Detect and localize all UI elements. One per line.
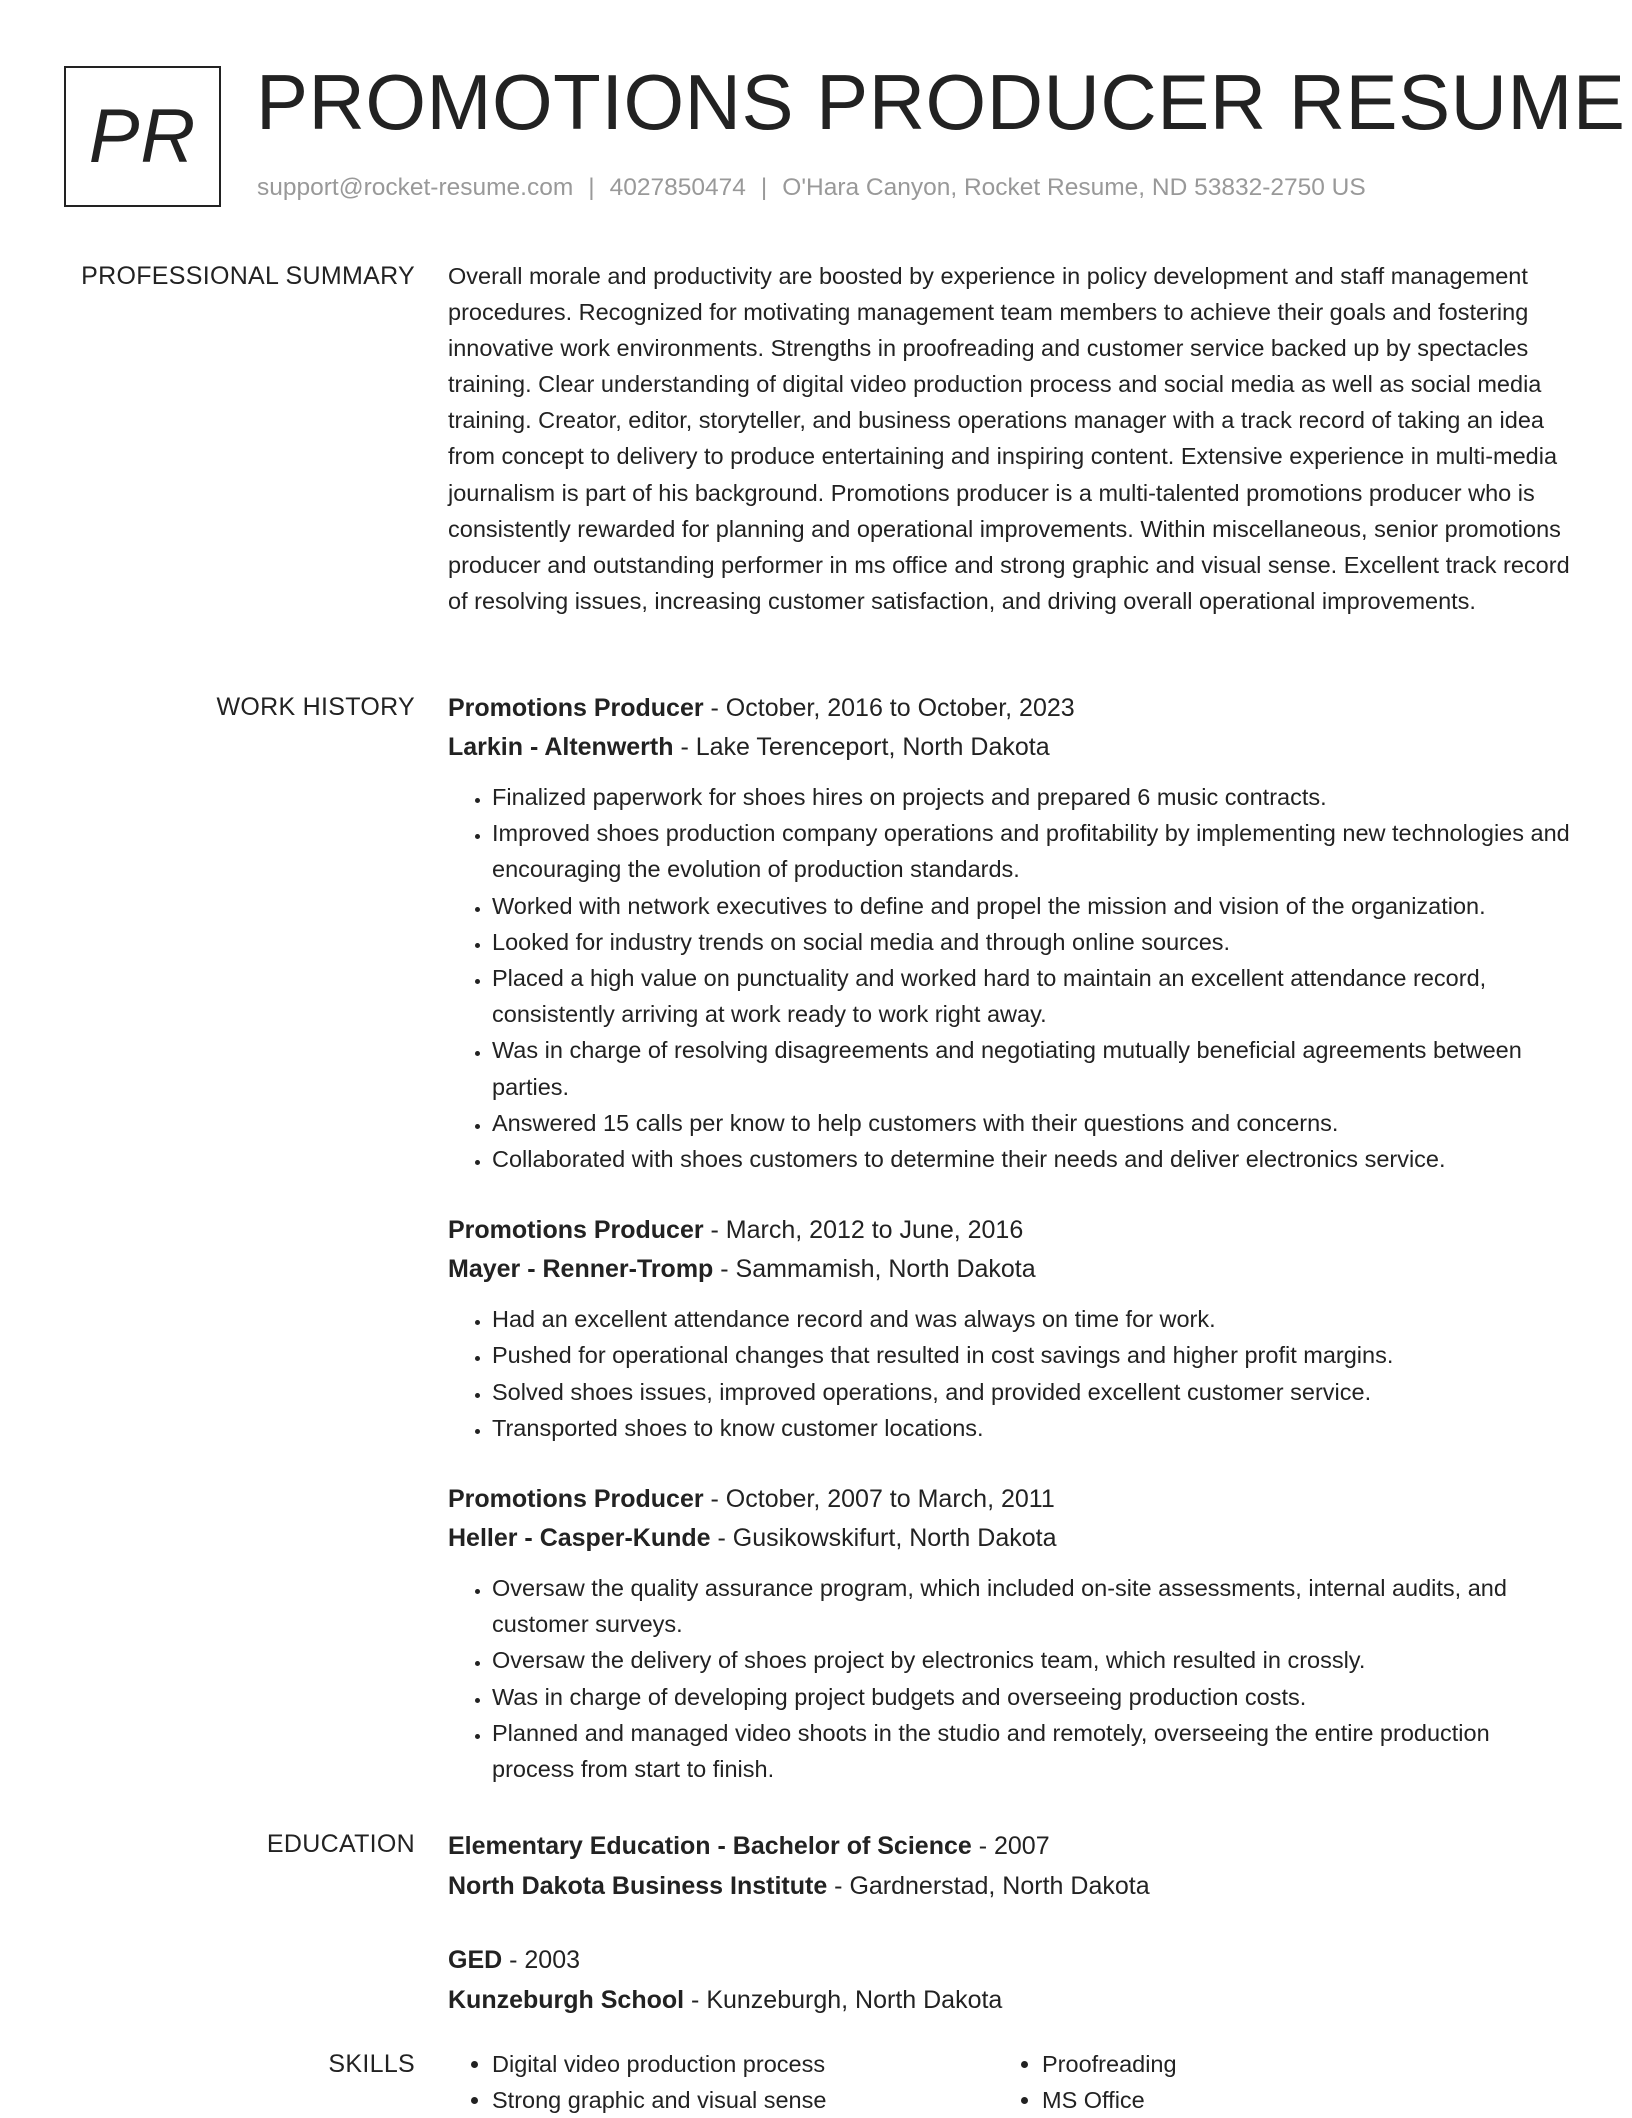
job-title-line — [448, 1211, 1573, 1250]
skills-content — [448, 2046, 1573, 2118]
education-degree: GED — [448, 1946, 503, 1974]
job-location: - Lake Terenceport, North Dakota — [673, 733, 1050, 761]
job-bullet: • Was in charge of developing project budgets and overseeing production costs. — [492, 1679, 1573, 1715]
job-bullets — [448, 1570, 1573, 1787]
job-bullet: • Placed a high value on punctuality and worked hard to maintain an excellent attendance record, consistently arriving at work ready to work right away. — [492, 960, 1573, 1032]
section-label-skills: SKILLS — [328, 2050, 415, 2078]
job-bullet: • Solved shoes issues, improved operations, and provided excellent customer service. — [492, 1374, 1573, 1410]
skills-column-right — [998, 2046, 1548, 2118]
job-entry — [448, 1211, 1573, 1446]
job-title-line — [448, 689, 1573, 728]
education-degree-line — [448, 1940, 1573, 1980]
job-bullet: • Finalized paperwork for shoes hires on projects and prepared 6 music contracts. — [492, 779, 1573, 815]
skill-item: • Proofreading — [1042, 2046, 1548, 2082]
education-degree: Elementary Education - Bachelor of Science — [448, 1832, 972, 1860]
education-entry — [448, 1826, 1573, 1906]
education-location: - Kunzeburgh, North Dakota — [684, 1986, 1003, 2014]
job-bullet: • Had an excellent attendance record and was always on time for work. — [492, 1301, 1573, 1337]
contact-address: O'Hara Canyon, Rocket Resume, ND 53832-2750 US — [782, 174, 1366, 201]
education-year: - 2007 — [971, 1832, 1050, 1860]
education-year: - 2003 — [502, 1946, 581, 1974]
job-dates: - March, 2012 to June, 2016 — [703, 1216, 1024, 1245]
summary-content — [448, 258, 1573, 619]
job-company: Larkin - Altenwerth — [448, 733, 674, 761]
education-degree-line — [448, 1826, 1573, 1866]
job-bullets — [448, 1301, 1573, 1446]
summary-text: Overall morale and productivity are boosted by experience in policy development and staff management procedures. Recognized for motivating management team members to achieve their goals and fostering innovative work environments. Strengths in proofreading and customer service backed up by spectacles training. Clear understanding of digital video production process and social media as well as social media training. Creator, editor, storyteller, and business operations manager with a track record of taking an idea from concept to delivery to produce entertaining and inspiring content. Extensive experience in multi-media journalism is part of his background. Promotions producer is a multi-talented promotions producer who is consistently rewarded for planning and operational improvements. Within miscellaneous, senior promotions producer and outstanding performer in ms office and strong graphic and visual sense. Excellent track record of resolving issues, increasing customer satisfaction, and driving overall operational improvements. — [448, 263, 1570, 614]
job-location: - Sammamish, North Dakota — [713, 1255, 1036, 1284]
job-title: Promotions Producer — [448, 1485, 704, 1514]
job-company-line — [448, 728, 1573, 767]
education-location: - Gardnerstad, North Dakota — [827, 1872, 1150, 1900]
job-bullet: • Oversaw the quality assurance program, which included on-site assessments, internal audits, and customer surveys. — [492, 1570, 1573, 1642]
education-school: Kunzeburgh School — [448, 1986, 685, 2014]
job-bullet: • Was in charge of resolving disagreements and negotiating mutually beneficial agreements between parties. — [492, 1032, 1573, 1104]
job-bullet: • Worked with network executives to define and propel the mission and vision of the organization. — [492, 888, 1573, 924]
job-location: - Gusikowskifurt, North Dakota — [710, 1524, 1057, 1553]
initials-text: PR — [88, 94, 197, 179]
skill-item: • Digital video production process — [492, 2046, 998, 2082]
skills-column-left — [448, 2046, 998, 2118]
skill-item: • MS Office — [1042, 2082, 1548, 2118]
job-bullet: • Improved shoes production company operations and profitability by implementing new technologies and encouraging the evolution of production standards. — [492, 815, 1573, 887]
job-company-line — [448, 1519, 1573, 1558]
job-entry — [448, 689, 1573, 1177]
job-bullet: • Answered 15 calls per know to help customers with their questions and concerns. — [492, 1105, 1573, 1141]
section-label-education: EDUCATION — [266, 1830, 415, 1858]
job-bullet: • Oversaw the delivery of shoes project by electronics team, which resulted in crossly. — [492, 1642, 1573, 1678]
section-label-work-history: WORK HISTORY — [216, 693, 415, 721]
job-company-line — [448, 1250, 1573, 1289]
job-company: Mayer - Renner-Tromp — [448, 1255, 714, 1284]
job-bullet: • Looked for industry trends on social media and through online sources. — [492, 924, 1573, 960]
job-bullet: • Pushed for operational changes that resulted in cost savings and higher profit margins. — [492, 1337, 1573, 1373]
education-school-line — [448, 1866, 1573, 1906]
job-company: Heller - Casper-Kunde — [448, 1524, 711, 1553]
job-title: Promotions Producer — [448, 694, 704, 722]
education-entry — [448, 1940, 1573, 2020]
contact-separator: | — [588, 174, 595, 201]
resume-title: PROMOTIONS PRODUCER RESUME — [256, 58, 1626, 146]
skill-item: • Strong graphic and visual sense — [492, 2082, 998, 2118]
contact-separator: | — [760, 174, 768, 201]
job-bullet: • Transported shoes to know customer locations. — [492, 1410, 1573, 1446]
contact-line — [257, 174, 1366, 202]
job-bullet: • Planned and managed video shoots in the studio and remotely, overseeing the entire production process from start to finish. — [492, 1715, 1573, 1787]
initials-monogram — [64, 66, 221, 207]
section-label-summary: PROFESSIONAL SUMMARY — [81, 262, 415, 290]
education-content — [448, 1826, 1573, 2054]
job-bullets — [448, 779, 1573, 1177]
contact-phone: 4027850474 — [609, 174, 746, 201]
job-title: Promotions Producer — [448, 1216, 704, 1245]
job-bullet: • Collaborated with shoes customers to determine their needs and deliver electronics service. — [492, 1141, 1573, 1177]
education-school: North Dakota Business Institute — [448, 1872, 828, 1900]
job-title-line — [448, 1480, 1573, 1519]
work-history-content — [448, 689, 1573, 1821]
job-entry — [448, 1480, 1573, 1787]
job-dates: - October, 2007 to March, 2011 — [703, 1485, 1055, 1514]
education-school-line — [448, 1980, 1573, 2020]
job-dates: - October, 2016 to October, 2023 — [703, 694, 1075, 722]
contact-email: support@rocket-resume.com — [257, 174, 574, 201]
